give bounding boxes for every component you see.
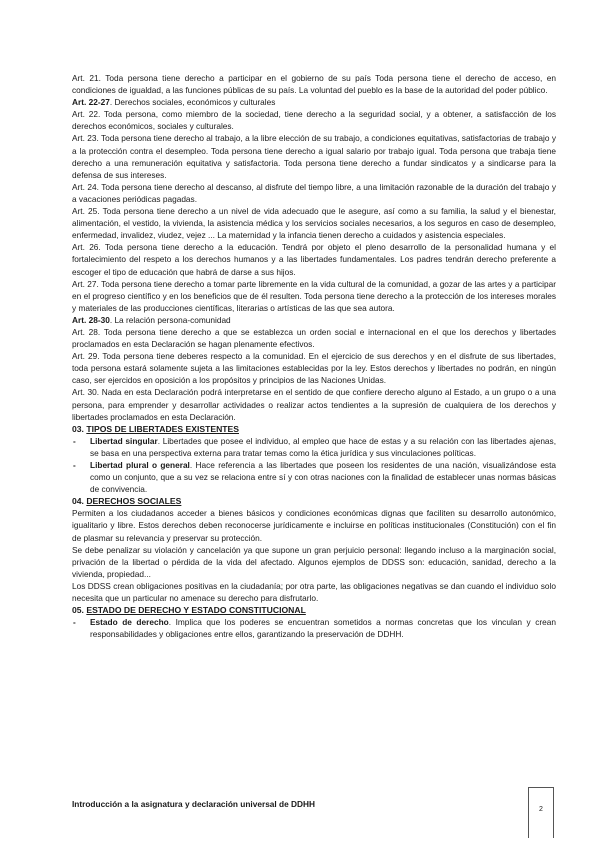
section-number: 04. xyxy=(72,496,84,507)
section-heading-03 xyxy=(72,423,556,435)
page-number-box xyxy=(528,787,554,838)
page-number: 2 xyxy=(539,806,543,813)
list-item-text: . Implica que los poderes se encuentran sometidos a normas concretas que los vinculan y crean responsabilidades y obligaciones entre ellos, garantizando la preservación de DDHH. xyxy=(90,617,557,640)
article-22: Art. 22. Toda persona, como miembro de la sociedad, tiene derecho a la seguridad social, y a obtener, a satisfacción de los derechos económicos, sociales y culturales. xyxy=(72,109,556,132)
article-27: Art. 27. Toda persona tiene derecho a tomar parte libremente en la vida cultural de la comunidad, a gozar de las artes y a participar en el progreso científico y en los beneficios que de él resulten. Toda persona tiene derecho a la protección de los intereses morales y materiales de las producciones científicas, literarias o artísticas de las que sea autora. xyxy=(72,278,556,313)
section-heading-04 xyxy=(72,495,556,507)
article-30: Art. 30. Nada en esta Declaración podrá interpretarse en el sentido de que confiere derecho alguno al Estado, a un grupo o a una persona, para emprender y desarrollar actividades o realizar actos tendientes a la supresión de cualquiera de los derechos y libertades proclamados en esta Declaración. xyxy=(72,387,556,422)
liberties-list xyxy=(72,435,556,495)
articles-28-30-label: Art. 28-30 xyxy=(72,314,110,325)
list-item-term: Estado de derecho xyxy=(90,617,169,628)
article-29: Art. 29. Toda persona tiene deberes respecto a la comunidad. En el ejercicio de sus derechos y en el disfrute de sus libertades, toda persona estará solamente sujeta a las limitaciones establecidas por la ley. Estos derechos y libertades no podrán, en ningún caso, ser ejercidos en oposición a los propósitos y principios de las Naciones Unidas. xyxy=(72,351,556,386)
document-body xyxy=(72,72,556,640)
list-item xyxy=(72,435,556,459)
list-item xyxy=(72,459,556,495)
list-item-text: . Hace referencia a las libertades que poseen los residentes de una nación, visualizándose esta como un conjunto, que a su vez se relaciona entre sí y con otras naciones con la finalidad de establecer unas normas básicas de convivencia. xyxy=(90,460,556,495)
article-26: Art. 26. Toda persona tiene derecho a la educación. Tendrá por objeto el pleno desarrollo de la personalidad humana y el fortalecimiento del respeto a los derechos humanos y a las libertades fundamentales. Los padres tendrán derecho preferente a escoger el tipo de educación que habrá de darse a sus hijos. xyxy=(72,242,556,277)
social-rights-paragraph-2: Se debe penalizar su violación y cancelación ya que supone un gran perjuicio personal: llegando incluso a la marginación social, privación de la libertad o pérdida de la vida del afectado. Algunos ejemplos de DDSS son: educación, sanidad, derecho a la vivienda, propiedad... xyxy=(72,544,556,579)
articles-22-27-label: Art. 22-27 xyxy=(72,97,110,108)
section-number: 05. xyxy=(72,605,84,616)
dash-bullet: - xyxy=(73,460,76,470)
list-item-term: Libertad singular xyxy=(90,435,158,446)
list-item xyxy=(72,616,556,640)
footer-title: Introducción a la asignatura y declaración universal de DDHH xyxy=(72,799,315,809)
dash-bullet: - xyxy=(73,435,76,446)
section-title: ESTADO DE DERECHO Y ESTADO CONSTITUCIONAL xyxy=(86,605,306,616)
social-rights-paragraph-3: Los DDSS crean obligaciones positivas en la ciudadanía; por otra parte, las obligaciones negativas se dan cuando el individuo solo necesita que un particular no amenace su derecho para disfrutarlo. xyxy=(72,580,556,604)
article-28: Art. 28. Toda persona tiene derecho a que se establezca un orden social e internacional en el que los derechos y libertades proclamados en esta Declaración se hagan plenamente efectivos. xyxy=(72,326,556,350)
section-number: 03. xyxy=(72,423,84,434)
section-title: TIPOS DE LIBERTADES EXISTENTES xyxy=(86,423,239,434)
articles-22-27-heading xyxy=(72,96,556,108)
section-heading-05 xyxy=(72,604,556,616)
article-24: Art. 24. Toda persona tiene derecho al descanso, al disfrute del tiempo libre, a una limitación razonable de la duración del trabajo y a vacaciones periódicas pagadas. xyxy=(72,181,556,204)
dash-bullet: - xyxy=(73,617,76,628)
article-21: Art. 21. Toda persona tiene derecho a participar en el gobierno de su país Toda persona tiene el derecho de acceso, en condiciones de igualdad, a las funciones públicas de su país. La voluntad del pueblo es la base de la autoridad del poder público. xyxy=(72,73,556,96)
article-25: Art. 25. Toda persona tiene derecho a un nivel de vida adecuado que le asegure, así como a su familia, la salud y el bienestar, alimentación, el vestido, la vivienda, la asistencia médica y los servicios sociales necesarios, a los seguros en caso de desempleo, enfermedad, invalidez, viudez, vejez ... La maternidad y la infancia tienen derecho a cuidados y asistencia especiales. xyxy=(72,206,556,241)
rule-of-law-list xyxy=(72,616,556,640)
list-item-text: . Libertades que posee el individuo, al empleo que hace de estas y a su relación con las libertades ajenas, se basa en una perspectiva externa para tratar temas como la ética jurídica y sus vinculaciones políticas. xyxy=(90,435,557,458)
articles-28-30-text: . La relación persona-comunidad xyxy=(109,314,231,325)
articles-22-27-text: . Derechos sociales, económicos y culturales xyxy=(109,97,276,108)
article-23: Art. 23. Toda persona tiene derecho al trabajo, a la libre elección de su trabajo, a condiciones equitativas, satisfactorias de trabajo y a la protección contra el desempleo. Toda persona tiene derecho a igual salario por trabajo igual. Toda persona que trabaja tiene derecho a una remuneración equitativa y satisfactoria. Toda persona tiene derecho a fundar sindicatos y a sindicarse para la defensa de sus intereses. xyxy=(72,133,556,180)
list-item-term: Libertad plural o general xyxy=(90,460,190,470)
section-title: DERECHOS SOCIALES xyxy=(86,496,182,507)
social-rights-paragraph-1: Permiten a los ciudadanos acceder a bienes básicos y condiciones económicas dignas que faciliten su desarrollo autonómico, igualitario y libre. Estos derechos deben reconocerse jurídicamente e incluirse en políticas institucionales (Constitución) con el fin de plasmar su relevancia y preservar su protección. xyxy=(72,508,556,543)
articles-28-30-heading xyxy=(72,314,556,326)
